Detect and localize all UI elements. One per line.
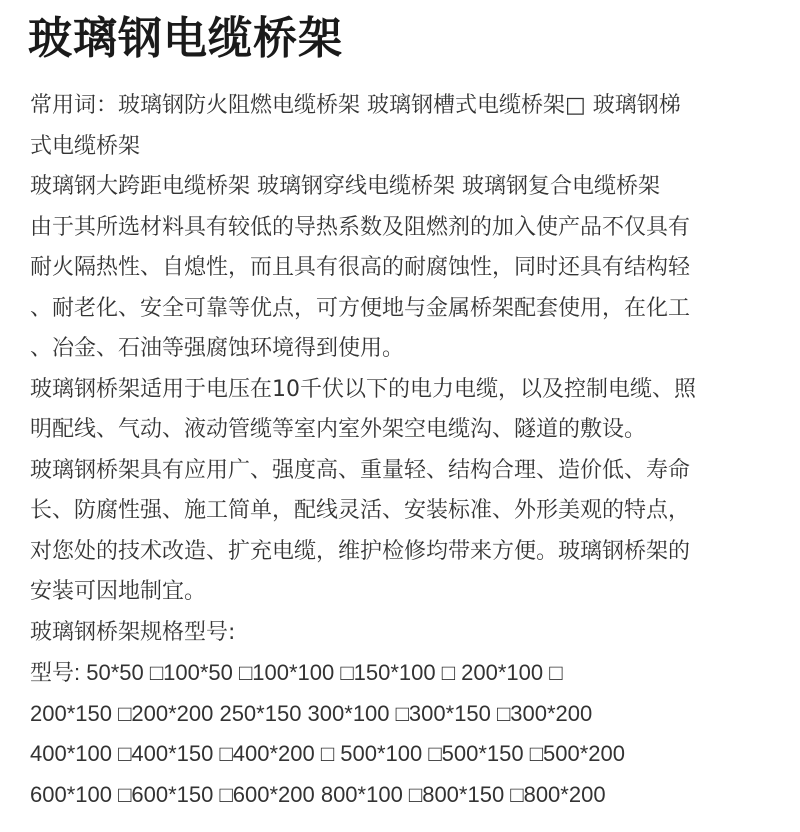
- paragraph-line: 玻璃钢大跨距电缆桥架 玻璃钢穿线电缆桥架 玻璃钢复合电缆桥架: [30, 174, 660, 199]
- paragraph-line: 、耐老化、安全可靠等优点，可方便地与金属桥架配套使用，在化工: [30, 295, 691, 321]
- spec-line: 600*100 □600*150 □600*200 800*100 □800*150 □800*200: [30, 781, 606, 807]
- spec-heading: 玻璃钢桥架规格型号:: [30, 619, 236, 645]
- paragraph-line: 常用词：玻璃钢防火阻燃电缆桥架 玻璃钢槽式电缆桥架□ 玻璃钢梯: [30, 93, 681, 118]
- paragraph-line: 、冶金、石油等强腐蚀环境得到使用。: [30, 336, 405, 361]
- paragraph-line: 耐火隔热性、自熄性，而且具有很高的耐腐蚀性，同时还具有结构轻: [30, 255, 691, 280]
- spec-line: 型号: 50*50 □100*50 □100*100 □150*100 □ 200*100 □: [30, 660, 563, 685]
- paragraph-line: 由于其所选材料具有较低的导热系数及阻燃剂的加入使产品不仅具有: [30, 214, 691, 240]
- paragraph-line: 对您处的技术改造、扩充电缆，维护检修均带来方便。玻璃钢桥架的: [30, 538, 691, 564]
- paragraph-line: 安装可因地制宜。: [30, 579, 207, 604]
- article-body: [30, 86, 780, 815]
- page-title: 玻璃钢电缆桥架: [28, 13, 343, 64]
- paragraph-line: 式电缆桥架: [30, 133, 141, 159]
- spec-line: 400*100 □400*150 □400*200 □ 500*100 □500*150 □500*200: [30, 741, 625, 766]
- paragraph-line: 玻璃钢桥架适用于电压在10千伏以下的电力电缆，以及控制电缆、照: [30, 376, 696, 402]
- spec-line: 200*150 □200*200 250*150 300*100 □300*150 □300*200: [30, 700, 593, 726]
- paragraph-line: 玻璃钢桥架具有应用广、强度高、重量轻、结构合理、造价低、寿命: [30, 457, 691, 483]
- paragraph-line: 长、防腐性强、施工简单，配线灵活、安装标准、外形美观的特点，: [30, 498, 691, 523]
- paragraph-line: 明配线、气动、液动管缆等室内室外架空电缆沟、隧道的敷设。: [30, 417, 647, 442]
